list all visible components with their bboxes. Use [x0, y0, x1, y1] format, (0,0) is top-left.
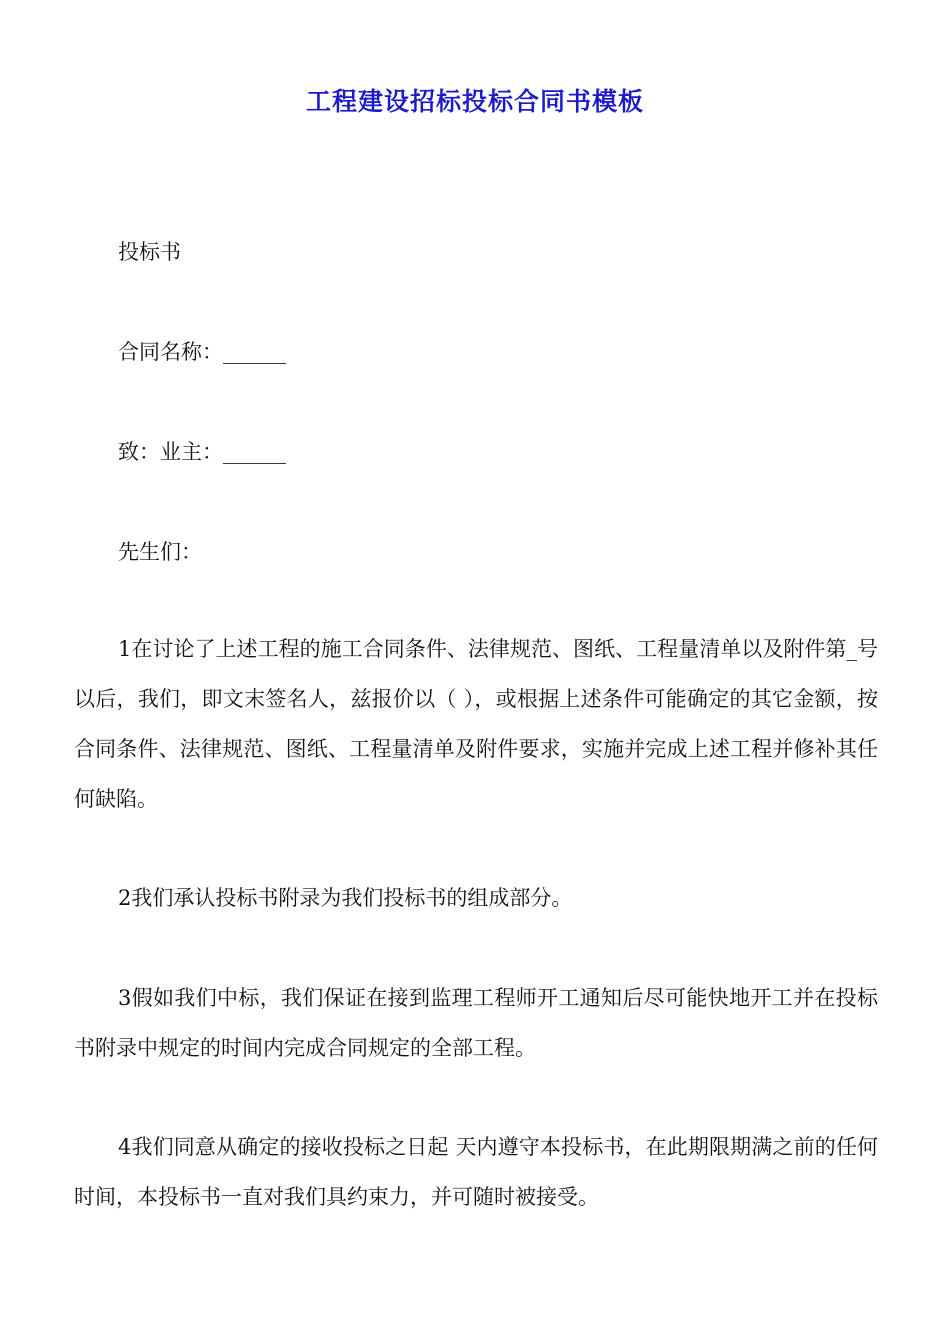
paragraph-1: 1在讨论了上述工程的施工合同条件、法律规范、图纸、工程量清单以及附件第_号以后，我们，即文末签名人，兹报价以（ ），或根据上述条件可能确定的其它金额，按合同条件、法律规范、图纸、工程量清单及附件要求，实施并完成上述工程并修补其任何缺陷。 — [74, 637, 878, 811]
document-title: 工程建设招标投标合同书模板 — [305, 87, 644, 116]
section-heading: 投标书 — [118, 240, 181, 264]
paragraph-2: 2我们承认投标书附录为我们投标书的组成部分。 — [118, 886, 573, 910]
paragraph-4: 4我们同意从确定的接收投标之日起 天内遵守本投标书，在此期限期满之前的任何时间，本投标书一直对我们具约束力，并可随时被接受。 — [74, 1135, 878, 1209]
to-owner-line: 致：业主：______ — [118, 440, 286, 464]
paragraph-3: 3假如我们中标，我们保证在接到监理工程师开工通知后尽可能快地开工并在投标书附录中规定的时间内完成合同规定的全部工程。 — [74, 986, 878, 1060]
contract-name-line: 合同名称：______ — [118, 340, 286, 364]
salutation-line: 先生们： — [118, 540, 202, 564]
